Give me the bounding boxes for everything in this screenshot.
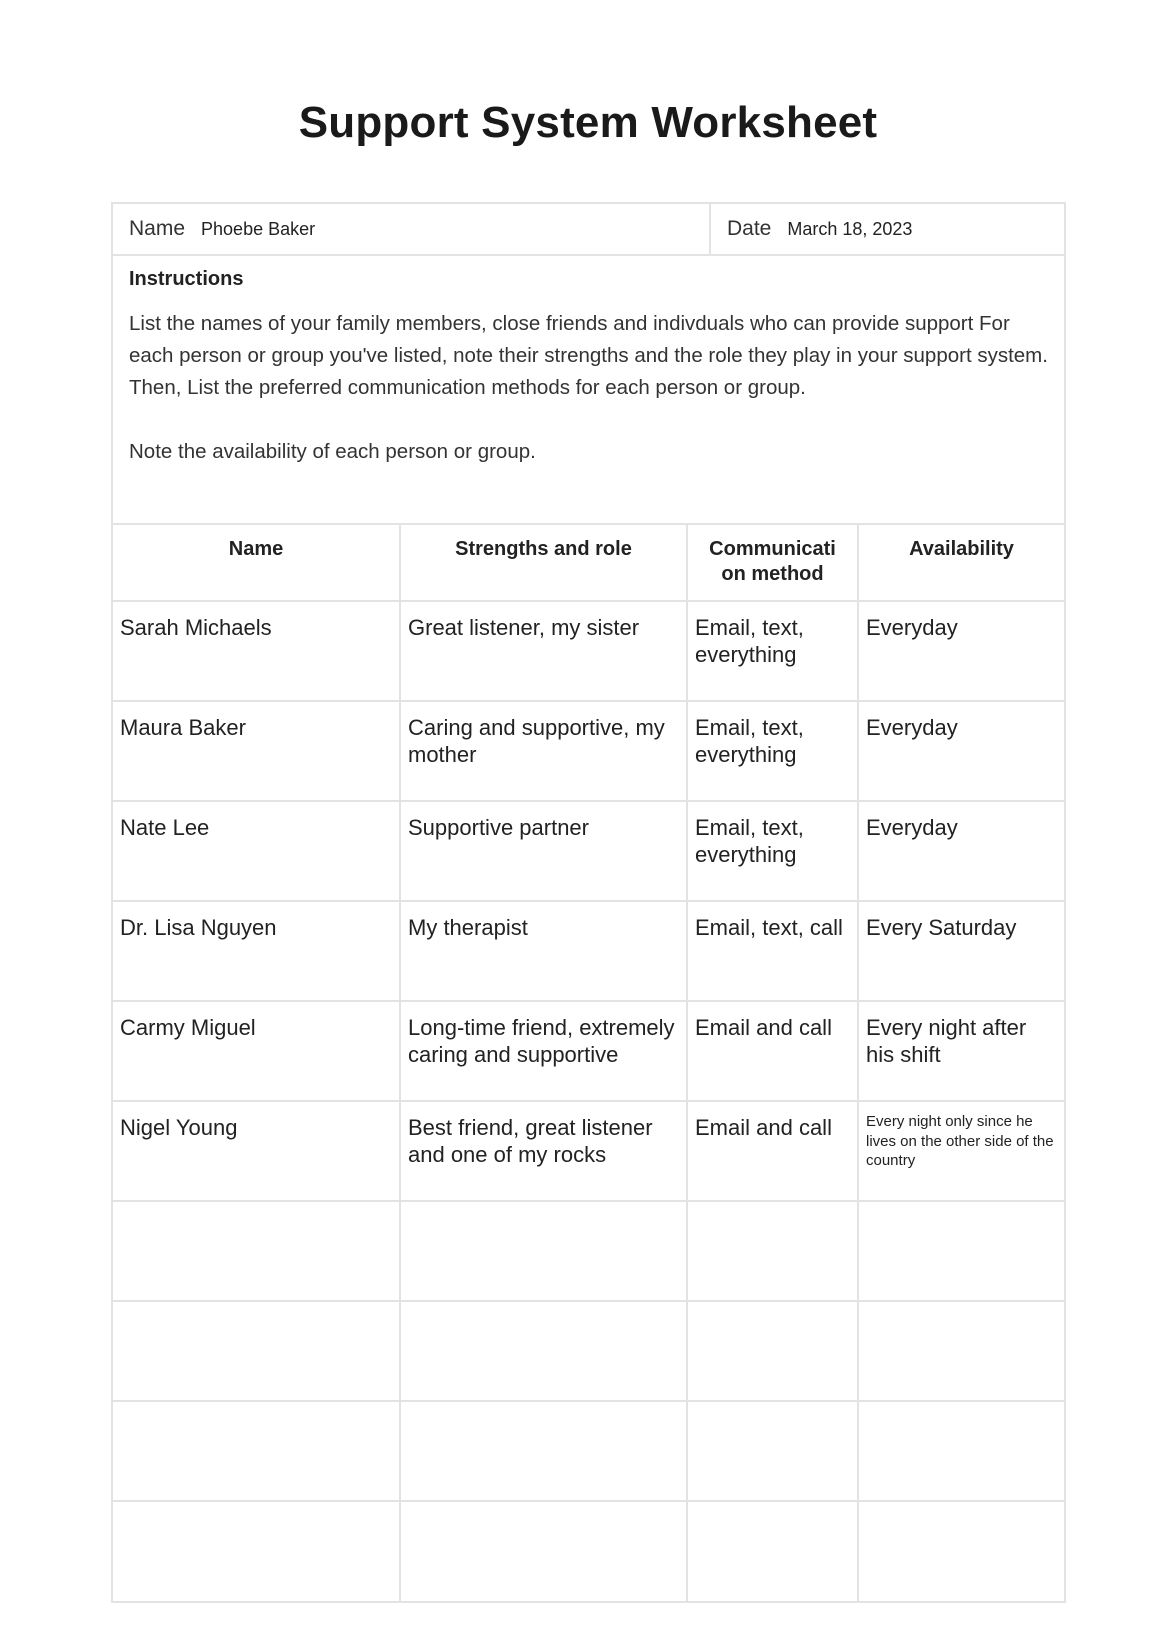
cell-communication[interactable]	[687, 1201, 858, 1301]
instructions-note: Note the availability of each person or group.	[129, 440, 536, 463]
cell-communication[interactable]	[687, 1301, 858, 1401]
table-header-row	[113, 525, 1064, 601]
cell-availability[interactable]: Every night only since he lives on the other side of the country	[858, 1101, 1064, 1201]
cell-communication[interactable]: Email, text, everything	[687, 701, 858, 801]
cell-communication[interactable]: Email, text, everything	[687, 601, 858, 701]
cell-availability[interactable]	[858, 1501, 1064, 1601]
column-header-strengths: Strengths and role	[400, 525, 687, 601]
page-title: Support System Worksheet	[298, 98, 878, 147]
cell-strengths[interactable]	[400, 1301, 687, 1401]
table-row	[113, 901, 1064, 1001]
cell-name[interactable]: Dr. Lisa Nguyen	[113, 901, 400, 1001]
cell-name[interactable]: Nate Lee	[113, 801, 400, 901]
cell-name[interactable]	[113, 1301, 400, 1401]
cell-strengths[interactable]: Long-time friend, extremely caring and supportive	[400, 1001, 687, 1101]
cell-strengths[interactable]: My therapist	[400, 901, 687, 1001]
table-row-empty	[113, 1301, 1064, 1401]
cell-strengths[interactable]: Great listener, my sister	[400, 601, 687, 701]
table-row	[113, 601, 1064, 701]
cell-strengths[interactable]	[400, 1201, 687, 1301]
cell-communication[interactable]: Email and call	[687, 1001, 858, 1101]
cell-availability[interactable]	[858, 1201, 1064, 1301]
cell-availability[interactable]	[858, 1301, 1064, 1401]
support-table	[113, 525, 1064, 1601]
name-value[interactable]: Phoebe Baker	[201, 218, 316, 239]
cell-communication[interactable]: Email and call	[687, 1101, 858, 1201]
cell-name[interactable]	[113, 1501, 400, 1601]
table-row	[113, 1001, 1064, 1101]
cell-communication[interactable]	[687, 1501, 858, 1601]
cell-strengths[interactable]: Caring and supportive, my mother	[400, 701, 687, 801]
cell-name[interactable]	[113, 1201, 400, 1301]
date-value[interactable]: March 18, 2023	[787, 218, 913, 239]
name-label: Name	[129, 217, 186, 240]
cell-availability[interactable]: Everyday	[858, 701, 1064, 801]
table-row	[113, 1101, 1064, 1201]
instructions-heading: Instructions	[129, 268, 244, 290]
cell-strengths[interactable]	[400, 1401, 687, 1501]
table-row-empty	[113, 1201, 1064, 1301]
name-field[interactable]	[113, 204, 711, 254]
table-row-empty	[113, 1501, 1064, 1601]
cell-strengths[interactable]	[400, 1501, 687, 1601]
cell-communication[interactable]: Email, text, call	[687, 901, 858, 1001]
worksheet	[111, 202, 1066, 1603]
cell-communication[interactable]: Email, text, everything	[687, 801, 858, 901]
cell-name[interactable]: Maura Baker	[113, 701, 400, 801]
cell-availability[interactable]	[858, 1401, 1064, 1501]
cell-availability[interactable]: Everyday	[858, 801, 1064, 901]
column-header-availability: Availability	[858, 525, 1064, 601]
cell-strengths[interactable]: Best friend, great listener and one of my rocks	[400, 1101, 687, 1201]
cell-name[interactable]	[113, 1401, 400, 1501]
instructions-body: List the names of your family members, close friends and indivduals who can provide support For each person or group you've listed, note their strengths and the role they play in your support system. Then, List the preferred communication methods for each person or group.	[129, 312, 1048, 399]
cell-availability[interactable]: Every night after his shift	[858, 1001, 1064, 1101]
header-row	[113, 204, 1064, 256]
column-header-communication: Communicati on method	[687, 525, 858, 601]
cell-communication[interactable]	[687, 1401, 858, 1501]
cell-availability[interactable]: Every Saturday	[858, 901, 1064, 1001]
table-row	[113, 801, 1064, 901]
column-header-name: Name	[113, 525, 400, 601]
table-row-empty	[113, 1401, 1064, 1501]
date-label: Date	[727, 217, 772, 240]
date-field[interactable]	[711, 204, 1064, 254]
cell-name[interactable]: Nigel Young	[113, 1101, 400, 1201]
cell-name[interactable]: Sarah Michaels	[113, 601, 400, 701]
cell-availability[interactable]: Everyday	[858, 601, 1064, 701]
cell-name[interactable]: Carmy Miguel	[113, 1001, 400, 1101]
instructions-section	[113, 256, 1064, 525]
table-row	[113, 701, 1064, 801]
cell-strengths[interactable]: Supportive partner	[400, 801, 687, 901]
